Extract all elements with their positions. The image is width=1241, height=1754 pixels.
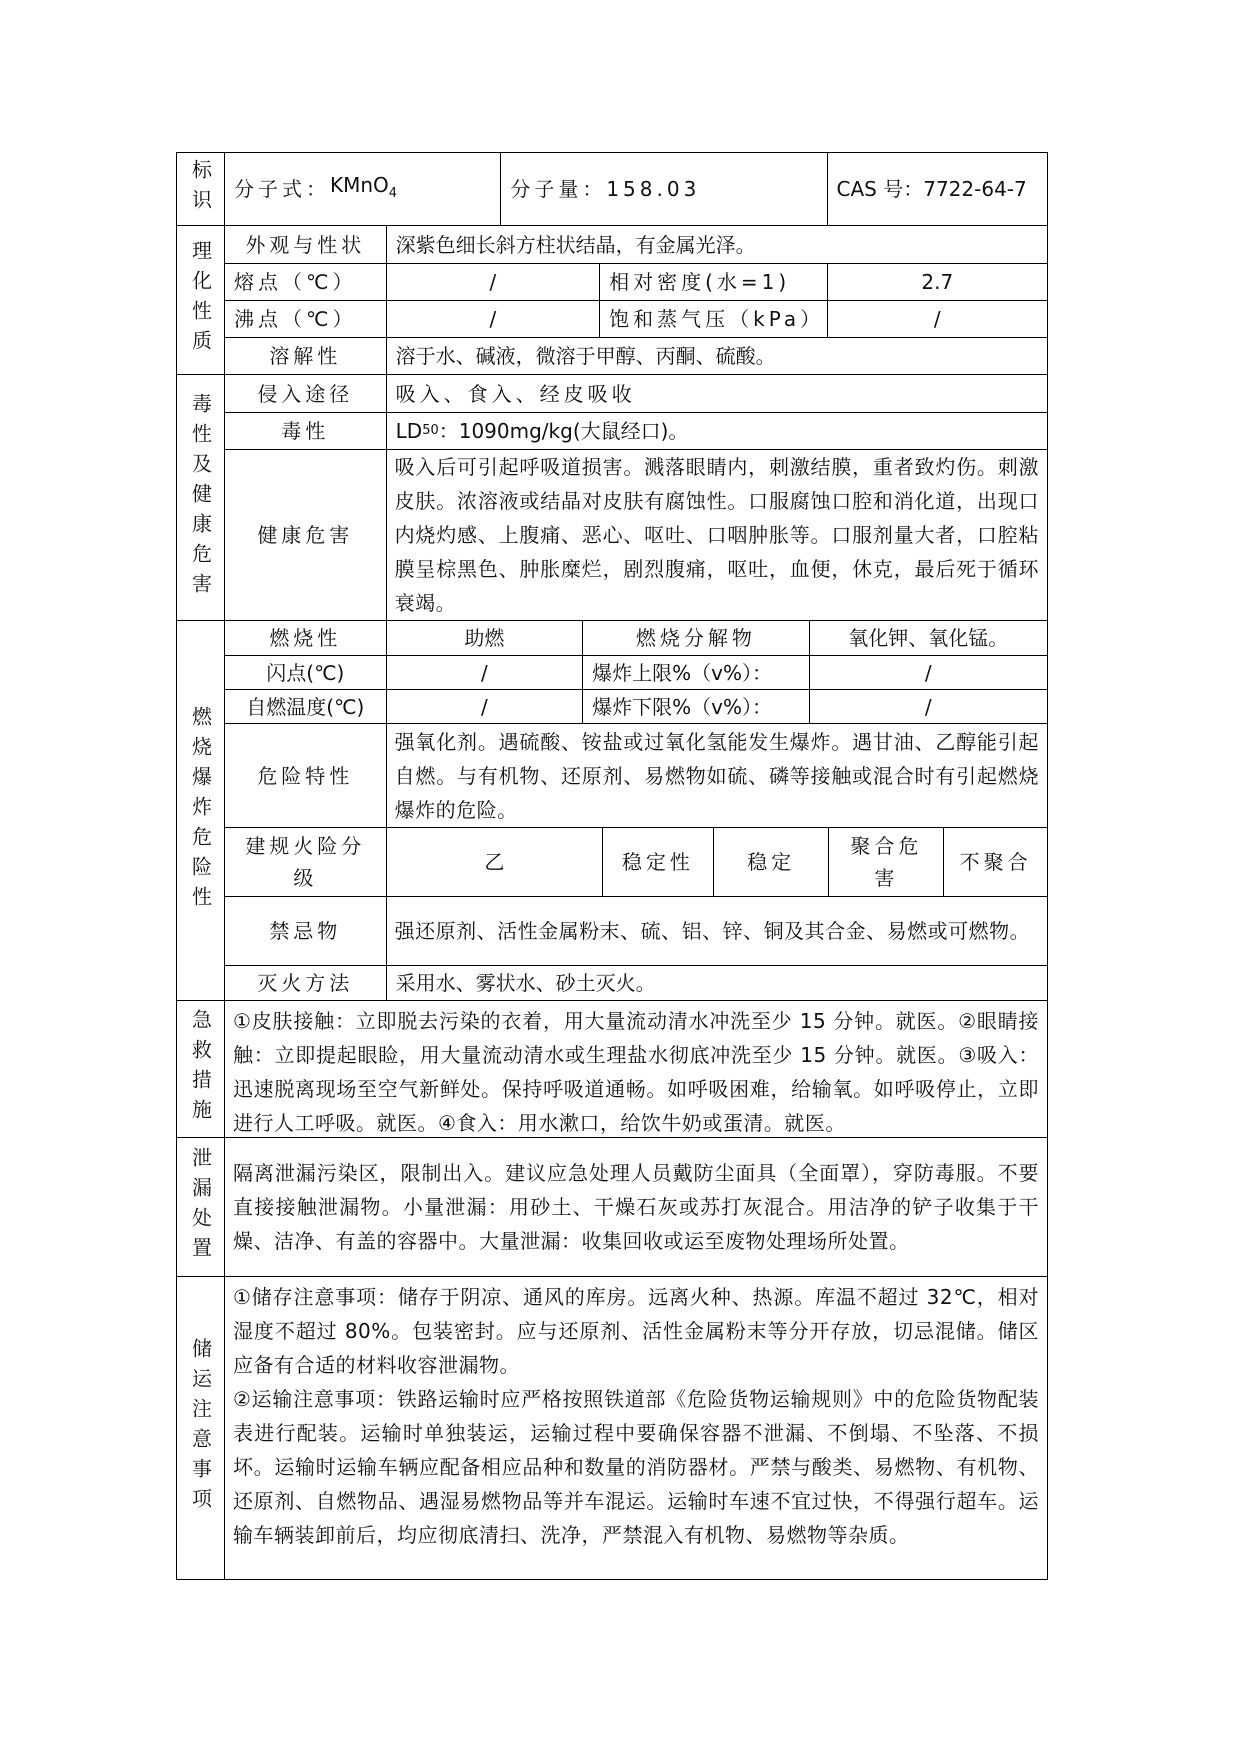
lower-limit-value: / — [809, 690, 1047, 723]
leak-text: 隔离泄漏污染区，限制出入。建议应急处理人员戴防尘面具（全面罩），穿防毒服。不要直接接触泄漏物。小量泄漏：用砂土、干燥石灰或苏打灰混合。用洁净的铲子收集于干燥、洁净、有盖的容器中。大量泄漏：收集回收或运至废物处理场所处置。 — [233, 1161, 1039, 1253]
extinguish-label: 灭火方法 — [257, 971, 354, 995]
fire-class-label: 建规火险分级 — [245, 834, 366, 890]
route-value: 吸入、食入、经皮吸收 — [386, 375, 1047, 412]
incompatible-label: 禁忌物 — [269, 919, 342, 943]
section-label-toxicity: 毒性及健康危害 — [177, 375, 225, 620]
solubility-value: 溶于水、碱液，微溶于甲醇、丙酮、硫酸。 — [386, 338, 1047, 374]
transport-text: ②运输注意事项：铁路运输时应严格按照铁道部《危险货物运输规则》中的危险货物配装表进行配装。运输时单独装运，运输过程中要确保容器不泄漏、不倒塌、不坠落、不损坏。运输时运输车辆应配备相应品种和数量的消防器材。严禁与酸类、易燃物、有机物、还原剂、自燃物品、遇湿易燃物品等并车混运。运输时车速不宜过快，不得强行超车。运输车辆装卸前后，均应彻底清扫、洗净，严禁混入有机物、易燃物等杂质。 — [233, 1387, 1039, 1547]
flash-point-value: / — [386, 656, 583, 689]
combustibility-label: 燃烧性 — [269, 626, 342, 650]
density-label: 相对密度(水=1) — [599, 264, 826, 300]
upper-limit-value: / — [809, 656, 1047, 689]
autoignition-value: / — [386, 690, 583, 723]
incompatible-text: 强还原剂、活性金属粉末、硫、铝、锌、铜及其合金、易燃或可燃物。 — [394, 919, 1031, 943]
polymerization-label: 聚合危害 — [828, 828, 943, 896]
storage-text: ①储存注意事项：储存于阴凉、通风的库房。远离火种、热源。库温不超过 32℃，相对湿度不超过 80%。包装密封。应与还原剂、活性金属粉末等分开存放，切忌混储。储区应备有合适的材料收容泄漏物。 — [233, 1285, 1039, 1377]
section-storage — [176, 1277, 1048, 1580]
msds-table — [176, 152, 1048, 1580]
toxicity-value: LD 50 ：1090mg/kg(大鼠经口)。 — [386, 413, 1047, 449]
appearance-value: 深紫色细长斜方柱状结晶，有金属光泽。 — [386, 226, 1047, 263]
section-identity — [176, 152, 1048, 226]
extinguish-value: 采用水、雾状水、砂土灭火。 — [386, 966, 1047, 1000]
upper-limit-label: 爆炸上限%（v%）： — [582, 656, 808, 689]
cas-number-cell: CAS 号：7722-64-7 — [827, 153, 1047, 225]
route-label: 侵入途径 — [257, 381, 354, 406]
decomposition-label: 燃烧分解物 — [582, 621, 808, 655]
section-label-identity: 标识 — [177, 153, 225, 225]
lower-limit-label: 爆炸下限%（v%）： — [582, 690, 808, 723]
solubility-label: 溶解性 — [269, 344, 342, 368]
vapor-pressure-label: 饱和蒸气压（kPa） — [599, 301, 826, 337]
hazard-label: 危险特性 — [257, 763, 354, 788]
formula-cell: 分子式： KMnO$_4$ — [234, 172, 398, 201]
boiling-point-value: / — [386, 301, 599, 337]
density-value: 2.7 — [827, 264, 1047, 300]
section-label-first-aid: 急救措施 — [177, 1001, 225, 1137]
appearance-label: 外观与性状 — [245, 232, 366, 257]
boiling-point-label: 沸点（℃） — [234, 307, 357, 331]
section-physical — [176, 226, 1048, 375]
section-fire — [176, 621, 1048, 1001]
health-hazard-label: 健康危害 — [257, 523, 354, 547]
section-label-physical: 理化性质 — [177, 226, 225, 374]
stability-label: 稳定性 — [602, 828, 713, 896]
hazard-text: 强氧化剂。遇硫酸、铵盐或过氧化氢能发生爆炸。遇甘油、乙醇能引起自燃。与有机物、还原剂、易燃物如硫、磷等接触或混合时有引起燃烧爆炸的危险。 — [394, 729, 1039, 822]
vapor-pressure-value: / — [827, 301, 1047, 337]
section-leak — [176, 1138, 1048, 1277]
section-label-storage: 储运注意事项 — [177, 1277, 225, 1579]
health-hazard-text: 吸入后可引起呼吸道损害。溅落眼睛内，刺激结膜，重者致灼伤。刺激皮肤。浓溶液或结晶对皮肤有腐蚀性。口服腐蚀口腔和消化道，出现口内烧灼感、上腹痛、恶心、呕吐、口咽肿胀等。口服剂量大者，口腔粘膜呈棕黑色、肿胀糜烂，剧烈腹痛，呕吐，血便，休克，最后死于循环衰竭。 — [394, 455, 1039, 615]
section-label-leak: 泄漏处置 — [177, 1138, 225, 1276]
melting-point-value: / — [386, 264, 599, 300]
stability-value: 稳定 — [713, 828, 829, 896]
autoignition-label: 自燃温度(℃) — [246, 694, 365, 719]
flash-point-label: 闪点(℃) — [266, 660, 345, 685]
section-toxicity — [176, 375, 1048, 621]
combustibility-value: 助燃 — [386, 621, 583, 655]
polymerization-value: 不聚合 — [943, 828, 1047, 896]
melting-point-label: 熔点（℃） — [234, 270, 357, 294]
first-aid-text: ①皮肤接触：立即脱去污染的衣着，用大量流动清水冲洗至少 15 分钟。就医。②眼睛接触：立即提起眼睑，用大量流动清水或生理盐水彻底冲洗至少 15 分钟。就医。③吸入：迅速脱离现场至空气新鲜处。保持呼吸道通畅。如呼吸困难，给输氧。如呼吸停止，立即进行人工呼吸。就医。④食入：用水漱口，给饮牛奶或蛋清。就医。 — [233, 1009, 1039, 1135]
decomposition-value: 氧化钾、氧化锰。 — [809, 621, 1047, 655]
fire-class-value: 乙 — [386, 828, 602, 896]
section-first-aid — [176, 1001, 1048, 1138]
section-label-fire: 燃烧爆炸危险性 — [177, 621, 225, 1000]
toxicity-label: 毒性 — [281, 419, 330, 443]
molecular-weight-cell: 分子量：158.03 — [500, 153, 826, 225]
